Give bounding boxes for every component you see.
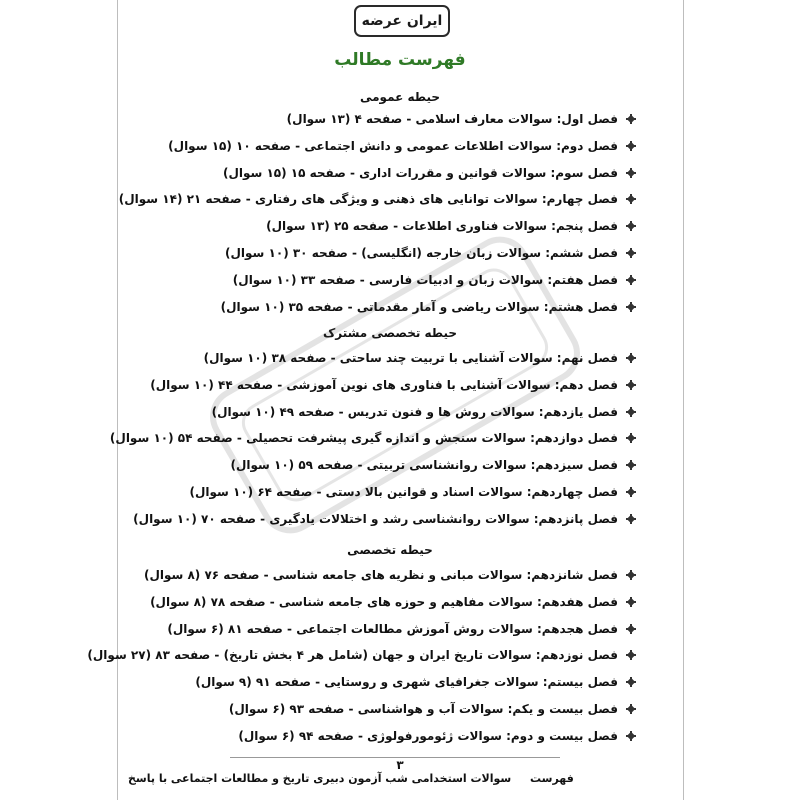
logo-text: ایران عرضه — [361, 13, 443, 29]
bullet-icon — [626, 114, 636, 124]
footer-book-title: سوالات استخدامی شب آزمون دبیری تاریخ و مطالعات اجتماعی با پاسخ — [128, 772, 512, 785]
toc-item-text: فصل پانزدهم: سوالات روانشناسی رشد و اختلالات یادگیری - صفحه ۷۰ (۱۰ سوال) — [133, 511, 618, 526]
toc-item — [195, 671, 636, 693]
toc-item-text: فصل نهم: سوالات آشنایی با تربیت چند ساحتی - صفحه ۳۸ (۱۰ سوال) — [203, 351, 618, 365]
toc-item — [287, 108, 636, 130]
toc-item-text: فصل چهارم: سوالات توانایی های ذهنی و ویژگی های رفتاری - صفحه ۲۱ (۱۴ سوال) — [118, 192, 618, 207]
bullet-icon — [626, 704, 636, 714]
toc-item — [133, 508, 636, 530]
bullet-icon — [626, 514, 636, 524]
toc-item-text: فصل چهاردهم: سوالات اسناد و قوانین بالا دستی - صفحه ۶۴ (۱۰ سوال) — [189, 485, 618, 499]
toc-item-text: فصل هفدهم: سوالات مفاهیم و حوزه های جامعه شناسی - صفحه ۷۸ (۸ سوال) — [150, 594, 618, 609]
bullet-icon — [626, 275, 636, 285]
bullet-icon — [626, 353, 636, 363]
toc-item — [168, 135, 636, 157]
toc-item — [212, 401, 636, 423]
toc-item — [110, 427, 636, 449]
toc-item-text: فصل دوازدهم: سوالات سنجش و اندازه گیری پیشرفت تحصیلی - صفحه ۵۴ (۱۰ سوال) — [109, 431, 618, 446]
bullet-icon — [626, 221, 636, 231]
bullet-icon — [626, 407, 636, 417]
page-title: فهرست مطالب — [334, 50, 466, 70]
bullet-icon — [626, 650, 636, 660]
toc-item-text: فصل شانزدهم: سوالات مبانی و نظریه های جامعه شناسی - صفحه ۷۶ (۸ سوال) — [143, 568, 618, 582]
section-heading-specialized: حیطه تخصصی — [347, 543, 433, 557]
toc-item-text: فصل دوم: سوالات اطلاعات عمومی و دانش اجتماعی - صفحه ۱۰ (۱۵ سوال) — [168, 138, 618, 153]
toc-item — [229, 698, 636, 720]
toc-item-text: فصل بیستم: سوالات جغرافیای شهری و روستایی - صفحه ۹۱ (۹ سوال) — [195, 675, 618, 690]
bullet-icon — [626, 677, 636, 687]
toc-item-text: فصل هشتم: سوالات ریاضی و آمار مقدماتی - صفحه ۳۵ (۱۰ سوال) — [220, 299, 618, 314]
toc-item — [190, 481, 637, 503]
bullet-icon — [626, 460, 636, 470]
bullet-icon — [626, 380, 636, 390]
toc-item — [150, 374, 636, 396]
toc-item-text: فصل یازدهم: سوالات روش ها و فنون تدریس - صفحه ۴۹ (۱۰ سوال) — [211, 404, 618, 419]
bullet-icon — [626, 624, 636, 634]
bullet-icon — [626, 194, 636, 204]
toc-item-text: فصل پنجم: سوالات فناوری اطلاعات - صفحه ۲۵ (۱۳ سوال) — [266, 219, 618, 234]
toc-item — [225, 242, 636, 264]
bullet-icon — [626, 597, 636, 607]
footer-section-label: فهرست — [530, 772, 574, 785]
toc-item-text: فصل سوم: سوالات قوانین و مقررات اداری - صفحه ۱۵ (۱۵ سوال) — [222, 165, 618, 180]
bullet-icon — [626, 168, 636, 178]
toc-item — [230, 454, 636, 476]
bullet-icon — [626, 570, 636, 580]
bullet-icon — [626, 487, 636, 497]
bullet-icon — [626, 141, 636, 151]
toc-item-text: فصل سیزدهم: سوالات روانشناسی تربیتی - صفحه ۵۹ (۱۰ سوال) — [230, 458, 618, 473]
toc-item-text: فصل نوزدهم: سوالات تاریخ ایران و جهان (شامل هر ۴ بخش تاریخ) - صفحه ۸۳ (۲۷ سوال) — [87, 648, 618, 663]
toc-item-text: فصل هجدهم: سوالات روش آموزش مطالعات اجتماعی - صفحه ۸۱ (۶ سوال) — [167, 621, 618, 636]
toc-item — [119, 188, 636, 210]
section-heading-general: حیطه عمومی — [359, 90, 441, 104]
toc-item — [144, 564, 636, 586]
bullet-icon — [626, 248, 636, 258]
toc-item — [266, 215, 636, 237]
page-number: ۳ — [396, 758, 404, 772]
toc-item — [150, 591, 636, 613]
toc-item — [167, 618, 636, 640]
toc-item-text: فصل بیست و دوم: سوالات ژئومورفولوژی - صفحه ۹۴ (۶ سوال) — [238, 728, 618, 743]
bullet-icon — [626, 731, 636, 741]
toc-item — [238, 725, 636, 747]
toc-item-text: فصل ششم: سوالات زبان خارجه (انگلیسی) - صفحه ۳۰ (۱۰ سوال) — [225, 246, 618, 260]
section-heading-shared-specialized: حیطه تخصصی مشترک — [322, 326, 458, 340]
toc-item-text: فصل بیست و یکم: سوالات آب و هواشناسی - صفحه ۹۳ (۶ سوال) — [228, 702, 618, 716]
toc-item — [223, 162, 636, 184]
toc-item — [204, 347, 636, 369]
toc-item — [233, 269, 636, 291]
bullet-icon — [626, 302, 636, 312]
toc-item — [87, 644, 636, 666]
bullet-icon — [626, 433, 636, 443]
toc-item-text: فصل دهم: سوالات آشنایی با فناوری های نوین آموزشی - صفحه ۴۴ (۱۰ سوال) — [150, 377, 618, 392]
toc-item — [221, 296, 636, 318]
toc-item-text: فصل هفتم: سوالات زبان و ادبیات فارسی - صفحه ۳۳ (۱۰ سوال) — [232, 272, 618, 287]
toc-item-text: فصل اول: سوالات معارف اسلامی - صفحه ۴ (۱۳ سوال) — [286, 112, 618, 126]
